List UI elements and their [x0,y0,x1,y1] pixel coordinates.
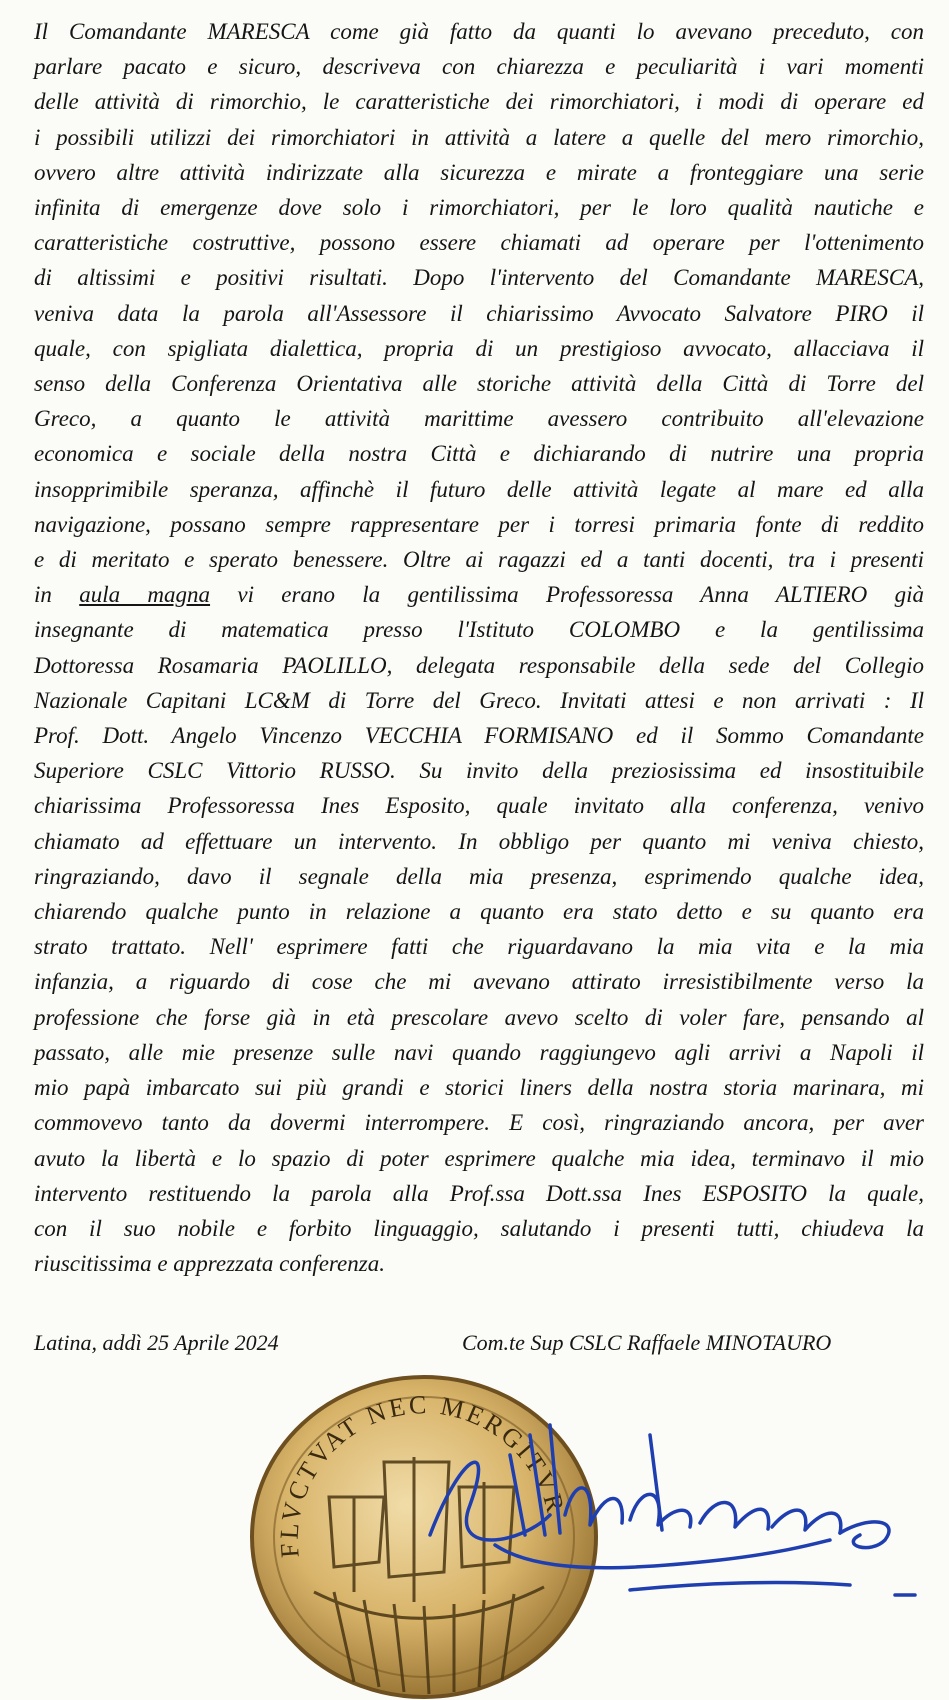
text-fragment: in [34,582,80,608]
text-line: infanzia, a riguardo di cose che mi avevano attirato irresistibilmente verso la [34,969,924,995]
text-line: veniva data la parola all'Assessore il chiarissimo Avvocato Salvatore PIRO il [34,300,924,326]
text-line: delle attività di rimorchio, le caratteristiche dei rimorchiatori, i modi di operare ed [34,89,924,115]
text-line: navigazione, possano sempre rappresentare per i torresi primaria fonte di reddito [34,511,924,537]
text-line: strato trattato. Nell' esprimere fatti che riguardavano la mia vita e la mia [34,934,924,960]
text-line: ovvero altre attività indirizzate alla sicurezza e mirate a fronteggiare una serie [34,159,924,185]
text-line: Superiore CSLC Vittorio RUSSO. Su invito della preziosissima ed insostituibile [34,758,924,784]
text-line: senso della Conferenza Orientativa alle storiche attività della Città di Torre del [34,371,924,397]
text-line: economica e sociale della nostra Città e dichiarando di nutrire una propria [34,441,924,467]
text-line: professione che forse già in età prescolare avevo scelto di voler fare, pensando al [34,1004,924,1030]
text-line: di altissimi e positivi risultati. Dopo l'intervento del Comandante MARESCA, [34,265,924,291]
text-line: mio papà imbarcato sui più grandi e storici liners della nostra storia marinara, mi [34,1075,924,1101]
text-line: quale, con spigliata dialettica, propria di un prestigioso avvocato, allacciava il [34,335,924,361]
text-line: Nazionale Capitani LC&M di Torre del Greco. Invitati attesi e non arrivati : Il [34,687,924,713]
text-line: chiamato ad effettuare un intervento. In obbligo per quanto mi veniva chiesto, [34,828,924,854]
text-line: insegnante di matematica presso l'Istituto COLOMBO e la gentilissima [34,617,924,643]
text-line: passato, alle mie presenze sulle navi quando raggiungevo agli arrivi a Napoli il [34,1039,924,1065]
text-line: parlare pacato e sicuro, descriveva con chiarezza e peculiarità i vari momenti [34,54,924,80]
text-line: commovevo tanto da dovermi interrompere. E così, ringraziando ancora, per aver [34,1110,924,1136]
text-line: chiarissima Professoressa Ines Esposito, quale invitato alla conferenza, venivo [34,793,924,819]
text-line: Greco, a quanto le attività marittime avessero contribuito all'elevazione [34,406,924,432]
text-line: ringraziando, davo il segnale della mia presenza, esprimendo qualche idea, [34,863,924,889]
place-date: Latina, addì 25 Aprile 2024 [34,1330,279,1355]
text-line: caratteristiche costruttive, possono essere chiamati ad operare per l'ottenimento [34,230,924,256]
text-line: Il Comandante MARESCA come già fatto da quanti lo avevano preceduto, con [34,19,924,44]
signature-scribble [400,1395,920,1605]
text-line-aula-magna [34,577,924,612]
underlined-text: aula magna [79,582,211,608]
text-line: con il suo nobile e forbito linguaggio, salutando i presenti tutti, chiudeva la [34,1215,924,1241]
text-line: chiarendo qualche punto in relazione a quanto era stato detto e su quanto era [34,899,924,925]
letter-body [34,14,924,1281]
signatory-name: Com.te Sup CSLC Raffaele MINOTAURO [462,1330,832,1355]
text-fragment: vi erano la gentilissima Professoressa Anna ALTIERO già [210,582,924,608]
text-line: e di meritato e sperato benessere. Oltre ai ragazzi ed a tanti docenti, tra i presenti [34,547,924,573]
text-line: riuscitissima e apprezzata conferenza. [34,1251,385,1277]
text-line: i possibili utilizzi dei rimorchiatori in attività a latere a quelle del mero rimorchio, [34,124,924,150]
text-line: Prof. Dott. Angelo Vincenzo VECCHIA FORMISANO ed il Sommo Comandante [34,723,924,749]
text-line: infinita di emergenze dove solo i rimorchiatori, per le loro qualità nautiche e [34,195,924,221]
text-line: Dottoressa Rosamaria PAOLILLO, delegata responsabile della sede del Collegio [34,652,924,678]
text-line: intervento restituendo la parola alla Prof.ssa Dott.ssa Ines ESPOSITO la quale, [34,1180,924,1206]
text-line: avuto la libertà e lo spazio di poter esprimere qualche mia idea, terminavo il mio [34,1145,924,1171]
text-line: insopprimibile speranza, affinchè il futuro delle attività legate al mare ed alla [34,476,924,502]
seal-motto: FLVCTVAT NEC MERGITVR [274,1390,571,1559]
